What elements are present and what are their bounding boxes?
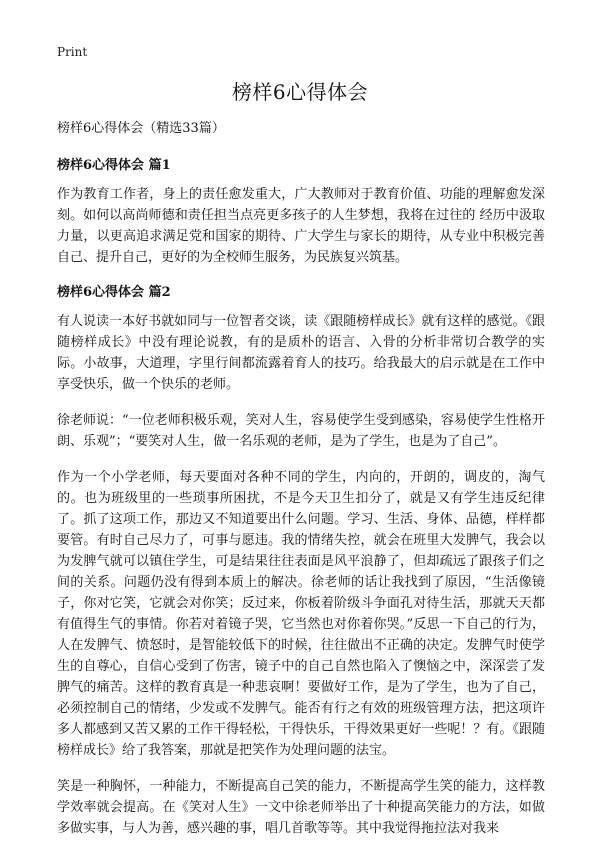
page-title: 榜样6心得体会 <box>231 80 369 104</box>
section-2-paragraph-3: 作为一个小学老师，每天要面对各种不同的学生，内向的，开朗的，调皮的，淘气的。也为班级里的一些琐事所困扰，不是今天卫生扣分了，就是又有学生违反纪律了。抓了这项工作，那边又不知道要出什么问题。学习、生活、身体、品德，样样都要管。有时自己尽力了，可事与愿违。我的情绪失控，就会在班里大发脾气，我会以为发脾气就可以镇住学生，可是结果往往表面是风平浪静了，但却疏远了跟孩子们之间的关系。问题仍没有得到本质上的解决。徐老师的话让我找到了原因，“生活像镜子，你对它笑，它就会对你笑；反过来，你板着阶级斗争面孔对待生活，那就天天都有值得生气的事情。你若对着镜子哭，它当然也对你着你哭。”反思一下自己的行为，人在发脾气、愤怒时，是智能较低下的时候，往往做出不正确的决定。发脾气时使学生的自尊心，自信心受到了伤害，镜子中的自己自然也陷入了懊恼之中，深深尝了发脾气的痛苦。这样的教育真是一种悲哀啊！要做好工作，是为了学生，也为了自己，必须控制自己的情绪，少发或不发脾气。能否有行之有效的班级管理方法，把这项许多人都感到又苦又累的工作干得轻松，干得快乐，干得效果更好一些呢！？有。《跟随榜样成长》给了我答案，那就是把笑作为处理问题的法宝。 <box>57 470 545 758</box>
section-2-paragraph-4: 笑是一种胸怀，一种能力，不断提高自己笑的能力，不断提高学生笑的能力，这样教学效率就会提高。在《笑对人生》一文中徐老师举出了十种提高笑能力的方法，如做多做实事，与人为善，感兴趣的事，唱几首歌等等。其中我觉得拖拉法对我来 <box>57 779 545 836</box>
print-link[interactable]: Print <box>57 45 88 59</box>
section-1-paragraph-1: 作为教育工作者，身上的责任愈发重大，广大教师对于教育价值、功能的理解愈发深刻。如何以高尚师德和责任担当点亮更多孩子的人生梦想，我将在过往的 经历中汲取力量，以更高追求满足党和国家的期待、广大学生与家长的期待，从专业中积极完善自己、提升自己，更好的为全校师生服务，为民族复兴筑基。 <box>57 187 545 265</box>
section-heading-2: 榜样6心得体会 篇2 <box>57 285 171 300</box>
section-heading-1: 榜样6心得体会 篇1 <box>57 158 171 173</box>
section-2-paragraph-2: 徐老师说：“一位老师积极乐观，笑对人生，容易使学生受到感染，容易使学生性格开朗、乐观”；“要笑对人生，做一名乐观的老师，是为了学生，也是为了自己”。 <box>57 413 545 449</box>
document-subtitle: 榜样6心得体会（精选33篇） <box>57 121 225 136</box>
document-body <box>57 118 545 854</box>
section-2-paragraph-1: 有人说读一本好书就如同与一位智者交谈，读《跟随榜样成长》就有这样的感觉。《跟随榜样成长》中没有理论说教，有的是质朴的语言、入骨的分析非常切合教学的实际。小故事，大道理，字里行间都流露着育人的技巧。给我最大的启示就是在工作中享受快乐，做一个快乐的老师。 <box>57 314 545 392</box>
